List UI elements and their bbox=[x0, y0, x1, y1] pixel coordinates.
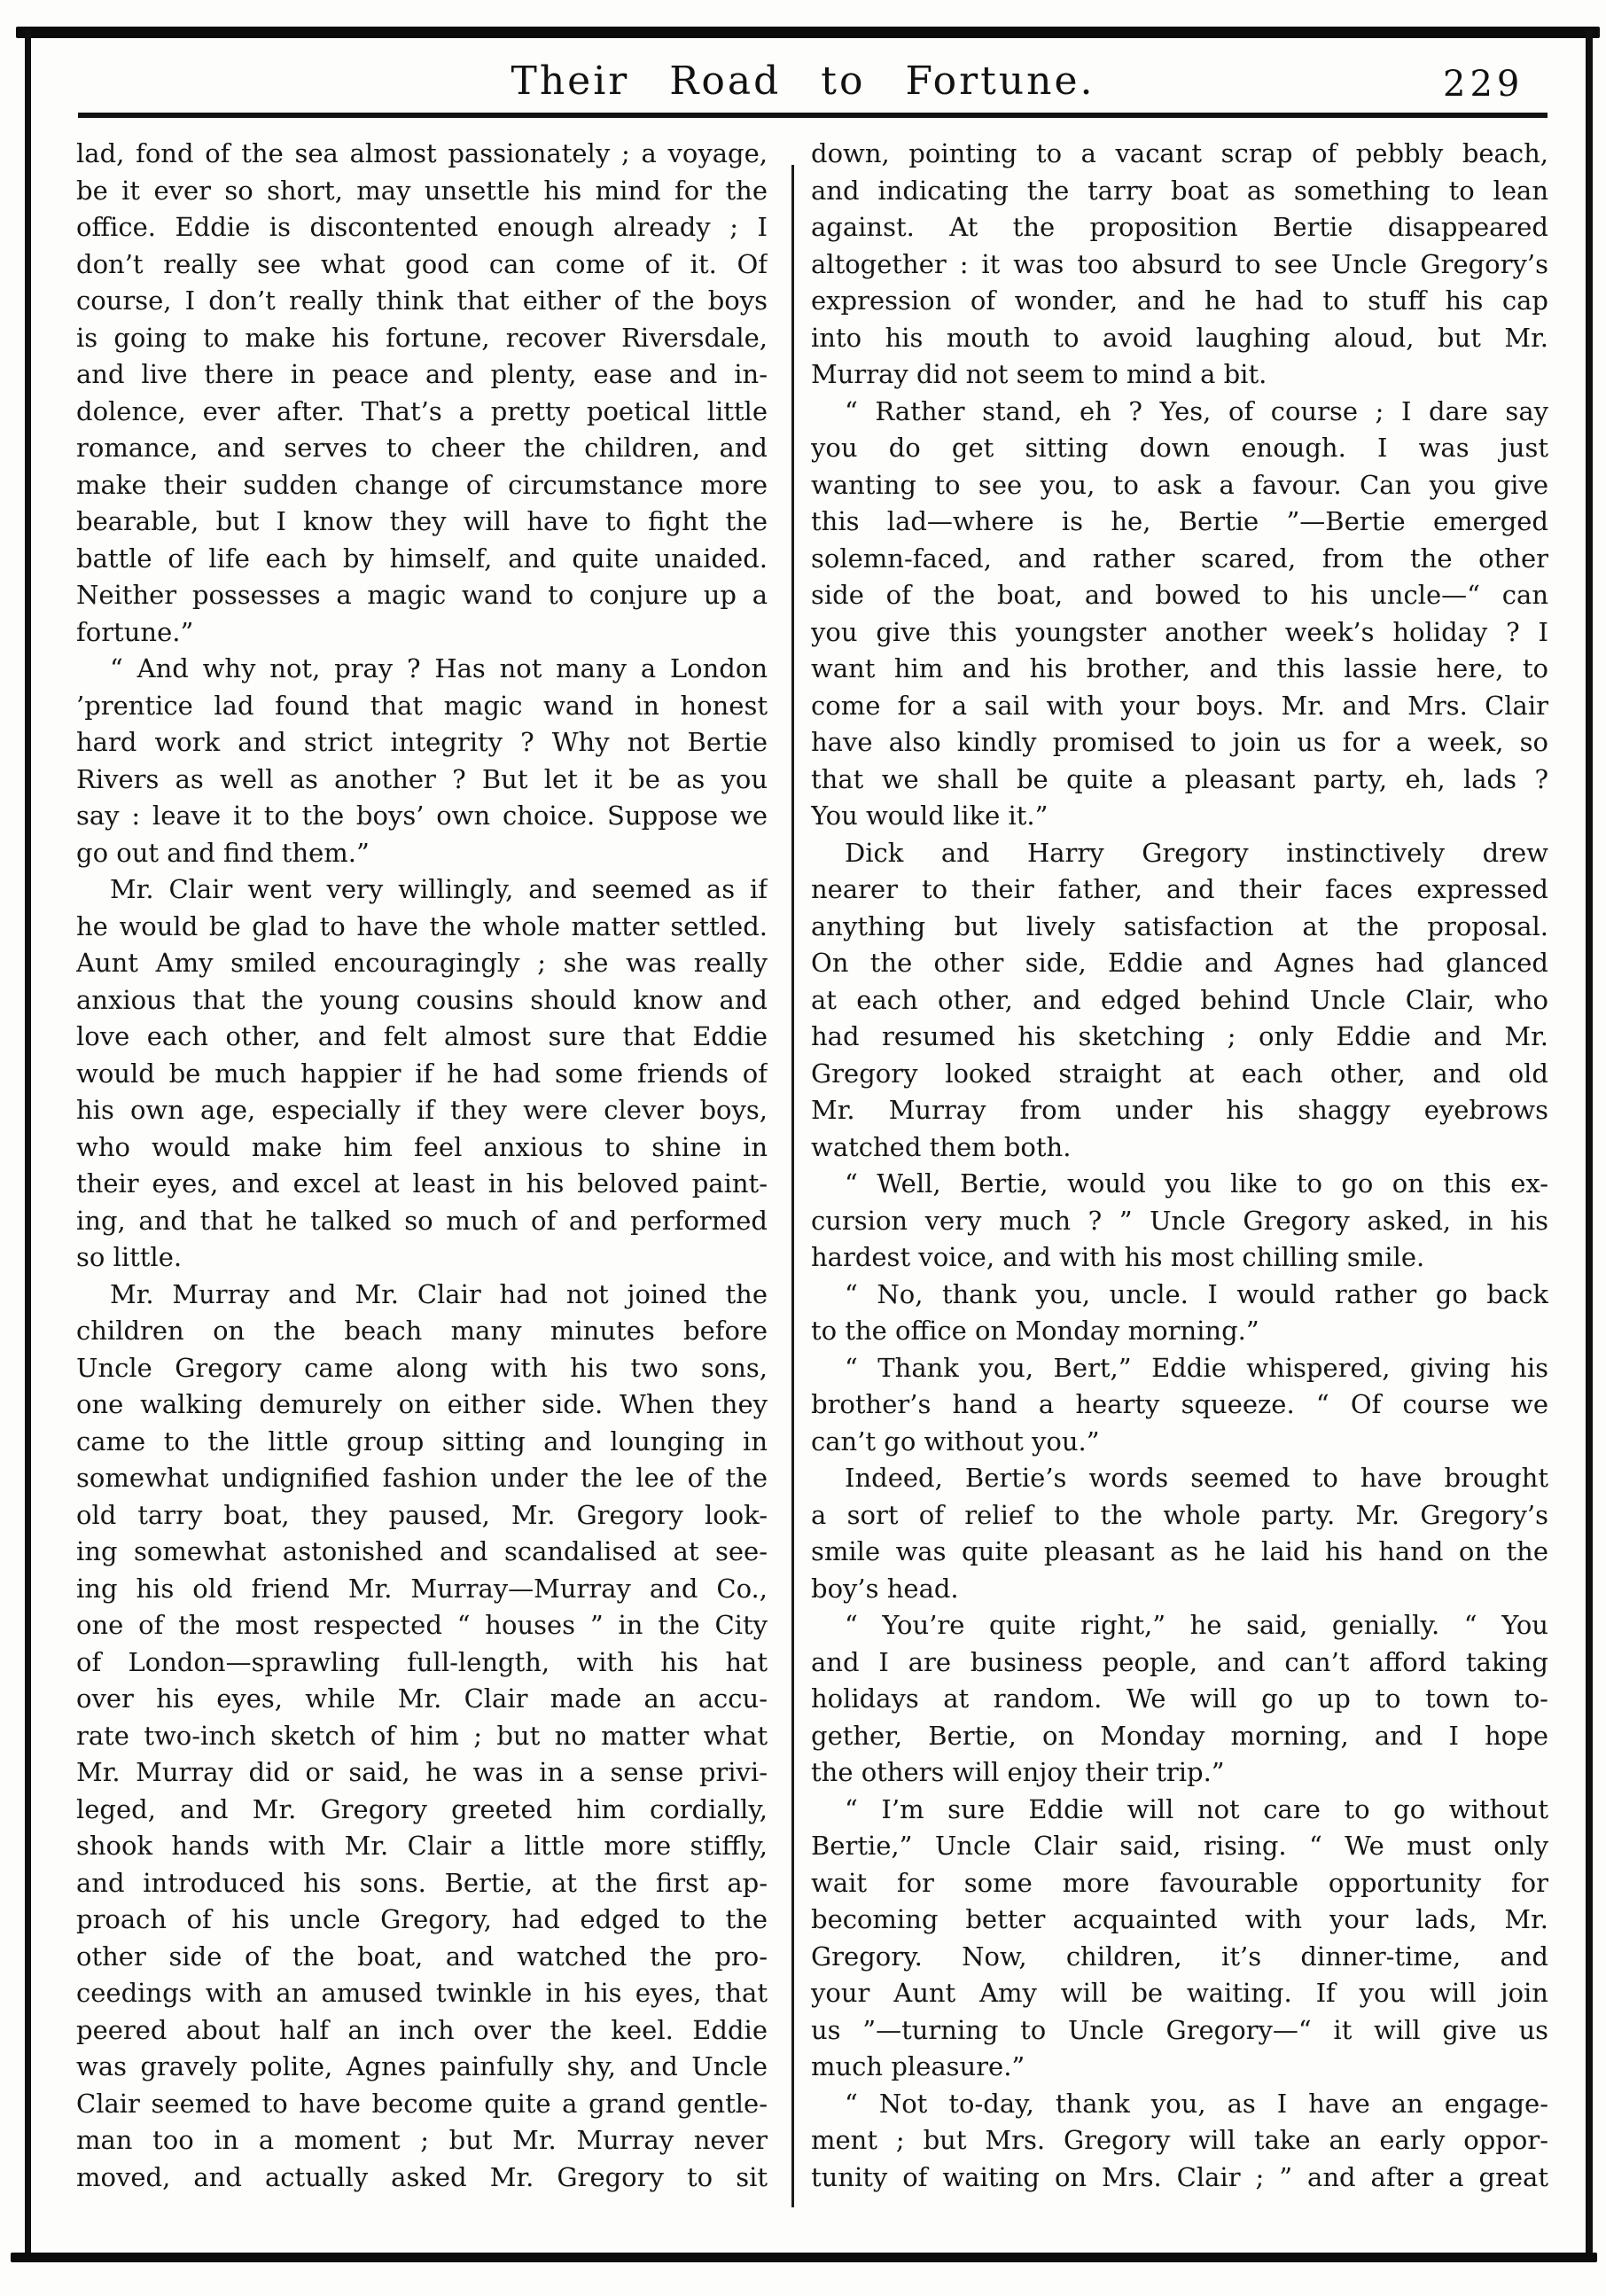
text-line: expression of wonder, and he had to stuff his cap bbox=[811, 285, 1548, 316]
page-number: 229 bbox=[1443, 64, 1524, 105]
text-line: is going to make his fortune, recover Riversdale, bbox=[76, 322, 768, 353]
text-line: ing, and that he talked so much of and performed bbox=[76, 1205, 768, 1236]
text-line: you give this youngster another week’s holiday ? I bbox=[811, 616, 1548, 647]
text-line: side of the boat, and bowed to his uncle—“ can bbox=[811, 580, 1548, 610]
text-line: “ Rather stand, eh ? Yes, of course ; I dare say bbox=[845, 395, 1548, 426]
text-line: tunity of waiting on Mrs. Clair ; ” and after a great bbox=[811, 2161, 1548, 2192]
text-line: into his mouth to avoid laughing aloud, but Mr. bbox=[811, 322, 1548, 353]
text-line: You would like it.” bbox=[811, 800, 1049, 831]
text-line: Mr. Murray did or said, he was in a sense privi- bbox=[76, 1757, 768, 1787]
text-line: Gregory looked straight at each other, and old bbox=[811, 1058, 1548, 1089]
text-line: and live there in peace and plenty, ease and in- bbox=[76, 359, 768, 389]
text-line: altogether : it was too absurd to see Uncle Gregory’s bbox=[811, 248, 1548, 279]
text-line: much pleasure.” bbox=[811, 2051, 1025, 2081]
text-line: dolence, ever after. That’s a pretty poetical little bbox=[76, 395, 768, 426]
text-line: so little. bbox=[76, 1242, 183, 1272]
text-line: cursion very much ? ” Uncle Gregory asked, in his bbox=[811, 1205, 1548, 1236]
text-line: Mr. Murray from under his shaggy eyebrows bbox=[811, 1095, 1548, 1125]
text-line: that we shall be quite a pleasant party, eh, lads ? bbox=[811, 763, 1548, 794]
text-line: leged, and Mr. Gregory greeted him cordially, bbox=[76, 1793, 768, 1824]
text-line: Murray did not seem to mind a bit. bbox=[811, 359, 1267, 389]
text-line: a sort of relief to the whole party. Mr. Gregory’s bbox=[811, 1499, 1548, 1530]
text-line: want him and his brother, and this lassie here, to bbox=[811, 653, 1548, 683]
text-line: somewhat undignified fashion under the lee of the bbox=[76, 1463, 768, 1493]
text-line: would be much happier if he had some friends of bbox=[76, 1058, 768, 1089]
text-line: On the other side, Eddie and Agnes had glanced bbox=[811, 948, 1548, 978]
text-line: and introduced his sons. Bertie, at the first ap- bbox=[76, 1867, 768, 1898]
text-line: Uncle Gregory came along with his two sons, bbox=[76, 1352, 768, 1383]
text-line: old tarry boat, they paused, Mr. Gregory look- bbox=[76, 1499, 768, 1530]
text-line: course, I don’t really think that either of the boys bbox=[76, 285, 768, 316]
text-line: Mr. Clair went very willingly, and seemed as if bbox=[110, 874, 768, 904]
page-border-top bbox=[16, 27, 1600, 38]
text-line: against. At the proposition Bertie disappeared bbox=[811, 212, 1548, 242]
text-line: Mr. Murray and Mr. Clair had not joined the bbox=[110, 1278, 768, 1309]
text-line: ing his old friend Mr. Murray—Murray and Co., bbox=[76, 1573, 768, 1604]
text-line: fortune.” bbox=[76, 616, 194, 647]
running-title: Their Road to Fortune. bbox=[511, 59, 1095, 104]
text-line: of London—sprawling full-length, with his hat bbox=[76, 1646, 768, 1677]
text-line: over his eyes, while Mr. Clair made an accu- bbox=[76, 1683, 768, 1714]
text-line: one of the most respected “ houses ” in the City bbox=[76, 1610, 768, 1640]
text-line: your Aunt Amy will be waiting. If you will join bbox=[811, 1978, 1548, 2008]
text-line: “ Thank you, Bert,” Eddie whispered, giving his bbox=[845, 1352, 1548, 1383]
text-line: have also kindly promised to join us for a week, so bbox=[811, 727, 1548, 757]
text-line: and indicating the tarry boat as something to lean bbox=[811, 175, 1548, 206]
text-line: anything but lively satisfaction at the proposal. bbox=[811, 910, 1548, 941]
text-line: Indeed, Bertie’s words seemed to have brought bbox=[845, 1463, 1548, 1493]
text-line: came to the little group sitting and lounging in bbox=[76, 1425, 768, 1456]
text-line: “ And why not, pray ? Has not many a London bbox=[110, 653, 768, 683]
text-line: wanting to see you, to ask a favour. Can you give bbox=[811, 469, 1548, 500]
page-border-right bbox=[1586, 30, 1593, 2262]
text-line: Bertie,” Uncle Clair said, rising. “ We must only bbox=[811, 1831, 1548, 1861]
text-line: at each other, and edged behind Uncle Clair, who bbox=[811, 984, 1548, 1015]
text-line: you do get sitting down enough. I was just bbox=[811, 433, 1548, 463]
text-line: and I are business people, and can’t afford taking bbox=[811, 1646, 1548, 1677]
text-line: nearer to their father, and their faces expressed bbox=[811, 874, 1548, 904]
text-line: ceedings with an amused twinkle in his eyes, that bbox=[76, 1978, 768, 2008]
right-column bbox=[811, 136, 1548, 2196]
text-line: say : leave it to the boys’ own choice. Suppose we bbox=[76, 800, 768, 831]
text-line: hardest voice, and with his most chilling smile. bbox=[811, 1242, 1425, 1272]
text-line: one walking demurely on either side. When they bbox=[76, 1389, 768, 1419]
text-line: brother’s hand a hearty squeeze. “ Of course we bbox=[811, 1389, 1548, 1419]
text-line: watched them both. bbox=[811, 1131, 1072, 1162]
text-line: gether, Bertie, on Monday morning, and I hope bbox=[811, 1720, 1548, 1751]
text-line: proach of his uncle Gregory, had edged to the bbox=[76, 1904, 768, 1934]
text-line: peered about half an inch over the keel. Eddie bbox=[76, 2014, 768, 2045]
text-line: be it ever so short, may unsettle his mind for the bbox=[76, 175, 768, 206]
text-line: holidays at random. We will go up to town to- bbox=[811, 1683, 1548, 1714]
text-line: office. Eddie is discontented enough already ; I bbox=[76, 212, 768, 242]
text-line: becoming better acquainted with your lads, Mr. bbox=[811, 1904, 1548, 1934]
text-line: make their sudden change of circumstance more bbox=[76, 469, 768, 500]
left-column bbox=[76, 136, 768, 2196]
text-line: don’t really see what good can come of it. Of bbox=[76, 248, 768, 279]
text-line: anxious that the young cousins should know and bbox=[76, 984, 768, 1015]
text-line: smile was quite pleasant as he laid his hand on the bbox=[811, 1536, 1548, 1566]
text-line: bearable, but I know they will have to fight the bbox=[76, 506, 768, 536]
text-line: had resumed his sketching ; only Eddie and Mr. bbox=[811, 1021, 1548, 1051]
text-line: “ You’re quite right,” he said, genially. “ You bbox=[845, 1610, 1548, 1640]
text-line: who would make him feel anxious to shine in bbox=[76, 1131, 768, 1162]
text-line: Gregory. Now, children, it’s dinner-time, and bbox=[811, 1941, 1548, 1972]
text-line: come for a sail with your boys. Mr. and Mrs. Clair bbox=[811, 690, 1548, 721]
text-line: “ No, thank you, uncle. I would rather go back bbox=[845, 1278, 1548, 1309]
text-line: he would be glad to have the whole matter settled. bbox=[76, 910, 768, 941]
text-line: down, pointing to a vacant scrap of pebbly beach, bbox=[811, 138, 1548, 168]
text-line: go out and find them.” bbox=[76, 837, 370, 868]
text-line: can’t go without you.” bbox=[811, 1425, 1100, 1456]
text-line: Dick and Harry Gregory instinctively drew bbox=[845, 837, 1548, 868]
text-line: Aunt Amy smiled encouragingly ; she was really bbox=[76, 948, 768, 978]
text-line: other side of the boat, and watched the pro- bbox=[76, 1941, 768, 1972]
column-divider bbox=[791, 165, 794, 2207]
text-line: wait for some more favourable opportunity for bbox=[811, 1867, 1548, 1898]
text-line: “ I’m sure Eddie will not care to go without bbox=[845, 1793, 1548, 1824]
text-line: to the office on Monday morning.” bbox=[811, 1316, 1259, 1346]
text-line: us ”—turning to Uncle Gregory—“ it will give us bbox=[811, 2014, 1548, 2045]
text-line: Rivers as well as another ? But let it be as you bbox=[76, 763, 768, 794]
text-line: was gravely polite, Agnes painfully shy, and Uncle bbox=[76, 2051, 768, 2081]
text-line: love each other, and felt almost sure that Eddie bbox=[76, 1021, 768, 1051]
text-line: children on the beach many minutes before bbox=[76, 1316, 768, 1346]
text-line: battle of life each by himself, and quite unaided. bbox=[76, 543, 768, 574]
text-line: Clair seemed to have become quite a grand gentle- bbox=[76, 2088, 768, 2119]
text-line: romance, and serves to cheer the children, and bbox=[76, 433, 768, 463]
text-line: ment ; but Mrs. Gregory will take an early oppor- bbox=[811, 2125, 1548, 2155]
text-line: Neither possesses a magic wand to conjure up a bbox=[76, 580, 768, 610]
text-line: hard work and strict integrity ? Why not Bertie bbox=[76, 727, 768, 757]
text-line: moved, and actually asked Mr. Gregory to sit bbox=[76, 2161, 768, 2192]
text-line: the others will enjoy their trip.” bbox=[811, 1757, 1225, 1787]
text-line: their eyes, and excel at least in his beloved paint- bbox=[76, 1168, 768, 1199]
text-line: “ Well, Bertie, would you like to go on this ex- bbox=[845, 1168, 1548, 1199]
text-line: this lad—where is he, Bertie ”—Bertie emerged bbox=[811, 506, 1548, 536]
text-line: shook hands with Mr. Clair a little more stiffly, bbox=[76, 1831, 768, 1861]
text-line: his own age, especially if they were clever boys, bbox=[76, 1095, 768, 1125]
text-line: ing somewhat astonished and scandalised at see- bbox=[76, 1536, 768, 1566]
text-line: boy’s head. bbox=[811, 1573, 959, 1604]
text-line: lad, fond of the sea almost passionately ; a voyage, bbox=[76, 138, 768, 168]
header-rule bbox=[78, 113, 1548, 118]
text-line: solemn-faced, and rather scared, from the other bbox=[811, 543, 1548, 574]
text-line: man too in a moment ; but Mr. Murray never bbox=[76, 2125, 768, 2155]
page-border-bottom bbox=[11, 2253, 1597, 2262]
page-border-left bbox=[25, 30, 31, 2262]
text-line: “ Not to-day, thank you, as I have an engage- bbox=[845, 2088, 1548, 2119]
text-line: rate two-inch sketch of him ; but no matter what bbox=[76, 1720, 768, 1751]
text-line: ’prentice lad found that magic wand in honest bbox=[76, 690, 768, 721]
